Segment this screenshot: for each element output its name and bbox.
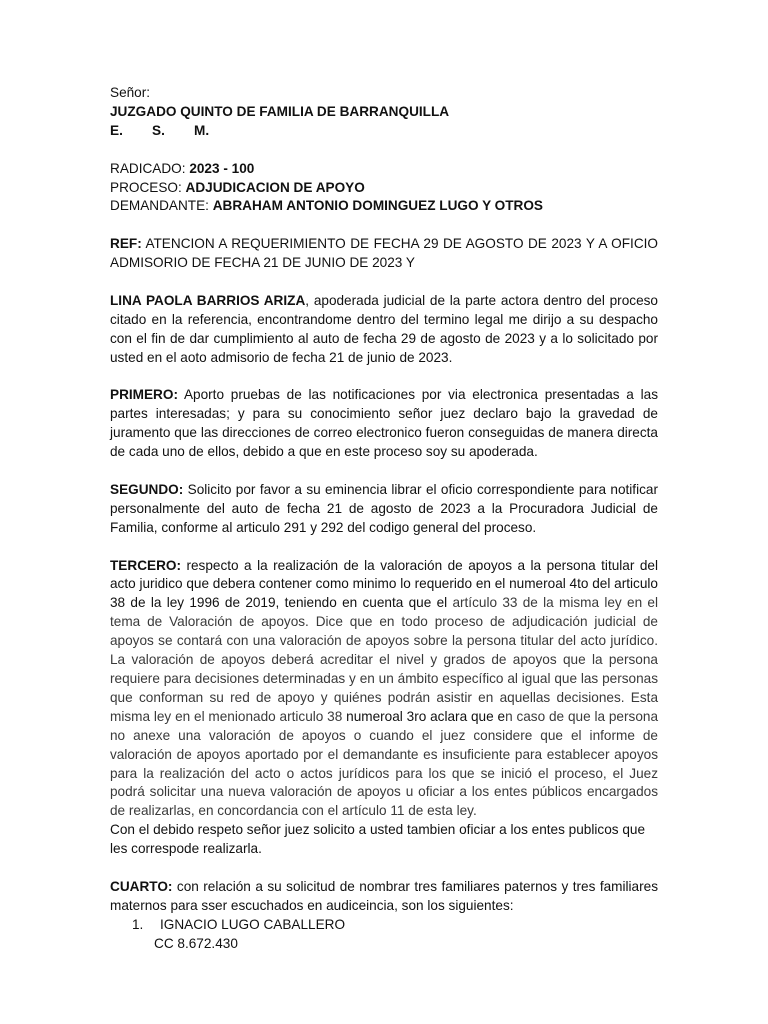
ref-paragraph <box>110 235 658 273</box>
intro-text: , apoderada judicial de la parte actora dentro del proceso citado en la referencia, encontrandome dentro del termino legal me dirijo a su despacho con el fin de dar cumplimiento al auto de fecha 29 de agosto de 2023 y a lo solicitado por usted en el aoto admisorio de fecha 21 de junio de 2023. <box>110 292 658 365</box>
cuarto-text: con relación a su solicitud de nombrar tres familiares paternos y tres familiares maternos para sser escuchados en audiceincia, son los siguientes: <box>110 878 658 913</box>
demandante-label: DEMANDANTE: <box>110 198 213 214</box>
proceso-value: ADJUDICACION DE APOYO <box>185 179 365 195</box>
ref-text: ATENCION A REQUERIMIENTO DE FECHA 29 DE AGOSTO DE 2023 Y A OFICIO ADMISORIO DE FECHA 21 DE JUNIO DE 2023 Y <box>110 236 658 271</box>
tercero-text-d: n caso de que la persona no anexe una valoración de apoyos o cuando el juez considere que el informe de valoración de apoyos aportado por el demandante es insuficiente para establecer apoyos para la realización del acto o actos jurídicos para los que se inició el proceso, el Juez podrá solicitar una nueva valoración de apoyos u oficiar a los entes públicos encargados de realizarlas, en concordancia con el artículo 11 de esta ley. <box>110 708 659 819</box>
tercero-text-b: artículo 33 de la misma ley en el tema de Valoración de apoyos. Dice que en todo proceso de adjudicación judicial de apoyos se contará con una valoración de apoyos sobre la persona titular del acto jurídico. La valoración de apoyos deberá acreditar el nivel y grados de apoyos que la persona requiere para decisiones determinadas y en un ámbito específico al igual que las personas que conforman su red de apoyo y quiénes podrán asistir en aquellas decisiones. Esta misma ley en el menionado articulo 38 <box>110 595 658 724</box>
esm-line <box>110 122 658 141</box>
esm-e: E. <box>110 122 123 138</box>
demandante-value: ABRAHAM ANTONIO DOMINGUEZ LUGO Y OTROS <box>212 198 544 214</box>
esm-s: S. <box>152 122 165 138</box>
radicado-value: 2023 - 100 <box>189 160 255 176</box>
primero-text: Aporto pruebas de las notificaciones por via electronica presentadas a las partes interesadas; y para su conocimiento señor juez declaro bajo la gravedad de juramento que las direcciones de correo electronico fueron conseguidas de manera directa de cada uno de ellos, debido a que en este proceso soy su apoderada. <box>110 387 658 460</box>
attorney-name: LINA PAOLA BARRIOS ARIZA <box>110 292 306 308</box>
primero-label: PRIMERO: <box>110 387 178 403</box>
segundo-text: Solicito por favor a su eminencia librar el oficio correspondiente para notificar personalmente del auto de fecha 21 de agosto de 2023 a la Procuradora Judicial de Familia, conforme al articulo 291 y 292 del codigo general del proceso. <box>110 481 658 535</box>
ref-label: REF: <box>110 236 142 252</box>
intro-paragraph <box>110 292 658 368</box>
list-item-number: 1. <box>132 916 144 932</box>
radicado-label: RADICADO: <box>110 160 190 176</box>
proceso-label: PROCESO: <box>110 179 186 195</box>
greeting: Señor: <box>110 85 151 100</box>
proceso-line <box>110 179 658 198</box>
cuarto-paragraph <box>110 878 658 916</box>
segundo-paragraph <box>110 481 658 538</box>
tercero-paragraph <box>110 557 658 822</box>
radicado-line <box>110 160 658 179</box>
list-item-name: IGNACIO LUGO CABALLERO <box>160 916 346 932</box>
tercero-text-c: numeroal 3ro aclara que e <box>346 708 506 724</box>
segundo-label: SEGUNDO: <box>110 481 184 497</box>
court-name: JUZGADO QUINTO DE FAMILIA DE BARRANQUILLA <box>110 103 450 119</box>
list-item <box>110 916 658 935</box>
tercero-label: TERCERO: <box>110 557 181 573</box>
esm-m: M. <box>194 122 210 138</box>
cuarto-label: CUARTO: <box>110 878 173 894</box>
list-item-id: CC 8.672.430 <box>154 935 238 951</box>
primero-paragraph <box>110 386 658 462</box>
tercero-text-a: respecto a la realización de la valoración de apoyos a la persona titular del acto juridico que debera contener como minimo lo requerido en el numeroal 4to del articulo 38 de la ley 1996 de 2019, teniendo en cuenta que el <box>110 557 658 611</box>
demandante-line <box>110 197 658 216</box>
tercero-closing: Con el debido respeto señor juez solicito a usted tambien oficiar a los entes publicos que les correspode realizarla. <box>110 822 646 857</box>
